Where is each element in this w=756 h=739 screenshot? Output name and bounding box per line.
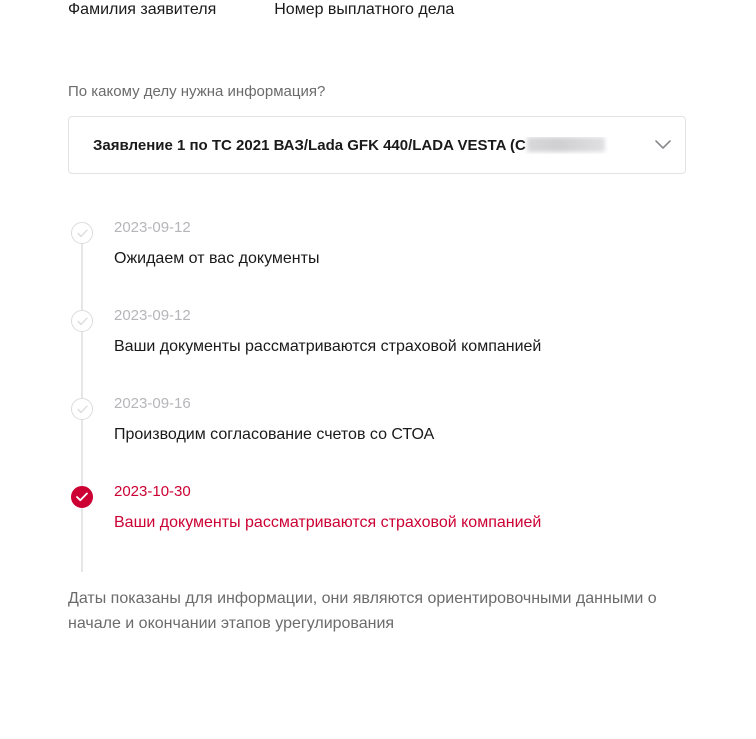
timeline-date: 2023-09-12 xyxy=(114,219,191,236)
redacted-block xyxy=(527,137,605,152)
timeline-item xyxy=(68,218,756,270)
check-circle-filled-icon xyxy=(71,486,93,508)
timeline-text: Ваши документы рассматриваются страховой компанией xyxy=(114,338,542,355)
case-select-value xyxy=(69,137,641,154)
timeline-date: 2023-09-16 xyxy=(114,395,191,412)
timeline-date: 2023-09-12 xyxy=(114,307,191,324)
timeline-text: Ожидаем от вас документы xyxy=(114,250,320,267)
timeline-item xyxy=(68,394,756,446)
check-circle-outline-icon xyxy=(71,222,93,244)
case-question-label: По какому делу нужна информация? xyxy=(68,83,326,100)
claim-number-label: Номер выплатного дела xyxy=(274,1,455,18)
case-select[interactable] xyxy=(68,116,686,174)
chevron-down-icon[interactable] xyxy=(641,140,685,150)
case-select-value-text: Заявление 1 по ТС 2021 ВАЗ/Lada GFK 440/LADA VESTA (С xyxy=(93,136,526,154)
timeline-item xyxy=(68,306,756,358)
top-field-labels-row xyxy=(0,0,756,34)
timeline-text: Ваши документы рассматриваются страховой компанией xyxy=(114,514,542,531)
status-timeline xyxy=(0,218,756,534)
timeline-text: Производим согласование счетов со СТОА xyxy=(114,426,435,443)
timeline-disclaimer: Даты показаны для информации, они являются ориентировочными данными о начале и окончании этапов урегулирования xyxy=(68,590,657,632)
timeline-date: 2023-10-30 xyxy=(114,483,191,500)
timeline-item-current xyxy=(68,482,756,534)
check-circle-outline-icon xyxy=(71,310,93,332)
check-circle-outline-icon xyxy=(71,398,93,420)
applicant-surname-label: Фамилия заявителя xyxy=(68,1,217,18)
